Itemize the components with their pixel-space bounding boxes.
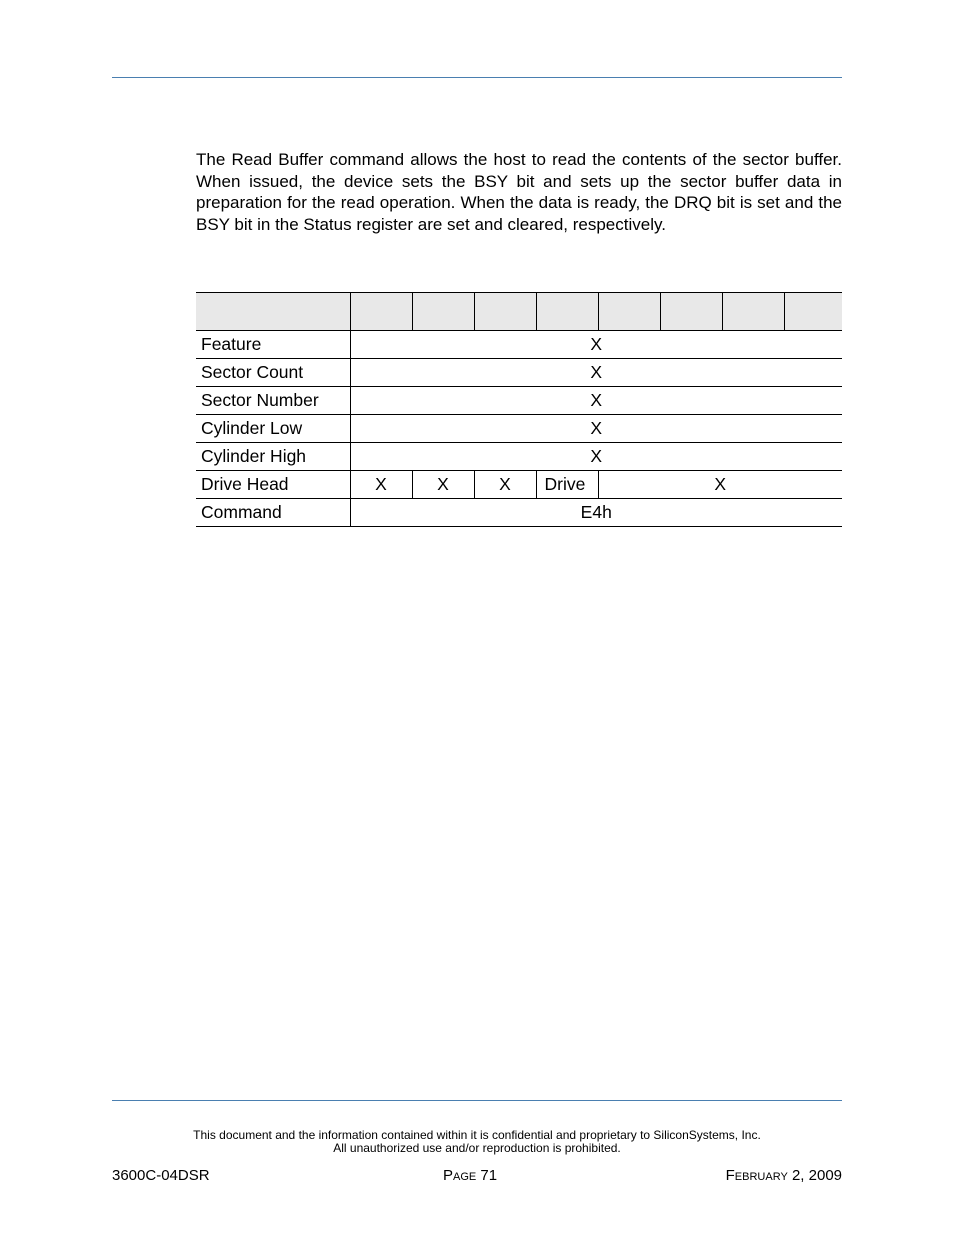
bit6-value: X (412, 471, 474, 499)
header-cell-bit3 (598, 293, 660, 331)
header-cell-register (196, 293, 350, 331)
footer-rule (112, 1100, 842, 1101)
row-value: E4h (350, 499, 842, 527)
bit5-value: X (474, 471, 536, 499)
header-cell-bit4 (536, 293, 598, 331)
row-value: X (350, 443, 842, 471)
row-label: Drive Head (196, 471, 350, 499)
row-label: Command (196, 499, 350, 527)
bit4-drive-value: Drive (536, 471, 598, 499)
header-cell-bit6 (412, 293, 474, 331)
bit7-value: X (350, 471, 412, 499)
page-label-initial: P (443, 1167, 454, 1184)
table-row (196, 499, 842, 527)
date-month-rest: EBRUARY (734, 1171, 788, 1183)
date-day-year: 2, 2009 (791, 1167, 842, 1184)
row-value: X (350, 415, 842, 443)
header-cell-bit7 (350, 293, 412, 331)
row-label: Cylinder Low (196, 415, 350, 443)
document-date (726, 1167, 842, 1184)
table-row (196, 415, 842, 443)
table-row-drive-head (196, 471, 842, 499)
row-value: X (350, 331, 842, 359)
document-id: 3600C-04DSR (112, 1167, 210, 1184)
row-label: Cylinder High (196, 443, 350, 471)
row-value: X (350, 387, 842, 415)
table-row (196, 359, 842, 387)
header-rule (112, 77, 842, 78)
row-value: X (350, 359, 842, 387)
row-label: Sector Number (196, 387, 350, 415)
row-label: Sector Count (196, 359, 350, 387)
confidentiality-notice: This document and the information contained within it is confidential and proprietary to SiliconSystems, Inc. (193, 1128, 761, 1142)
description-paragraph: The Read Buffer command allows the host to read the contents of the sector buffer. When issued, the device sets the BSY bit and sets up the sector buffer data in preparation for the read operation. When the data is ready, the DRQ bit is set and the BSY bit in the Status register are set and cleared, respectively. (196, 150, 842, 234)
date-month-initial: F (725, 1167, 735, 1184)
page-label-rest: AGE (453, 1171, 477, 1183)
table-row (196, 443, 842, 471)
register-table (196, 292, 842, 527)
table-header-row (196, 293, 842, 331)
header-cell-bit0 (784, 293, 842, 331)
table-row (196, 331, 842, 359)
table-row (196, 387, 842, 415)
header-cell-bit2 (660, 293, 722, 331)
page-number-value: 71 (480, 1167, 498, 1184)
header-cell-bit5 (474, 293, 536, 331)
page-number (443, 1167, 497, 1184)
bits3-0-value: X (598, 471, 842, 499)
reproduction-notice: All unauthorized use and/or reproduction is prohibited. (333, 1141, 621, 1155)
header-cell-bit1 (722, 293, 784, 331)
row-label: Feature (196, 331, 350, 359)
